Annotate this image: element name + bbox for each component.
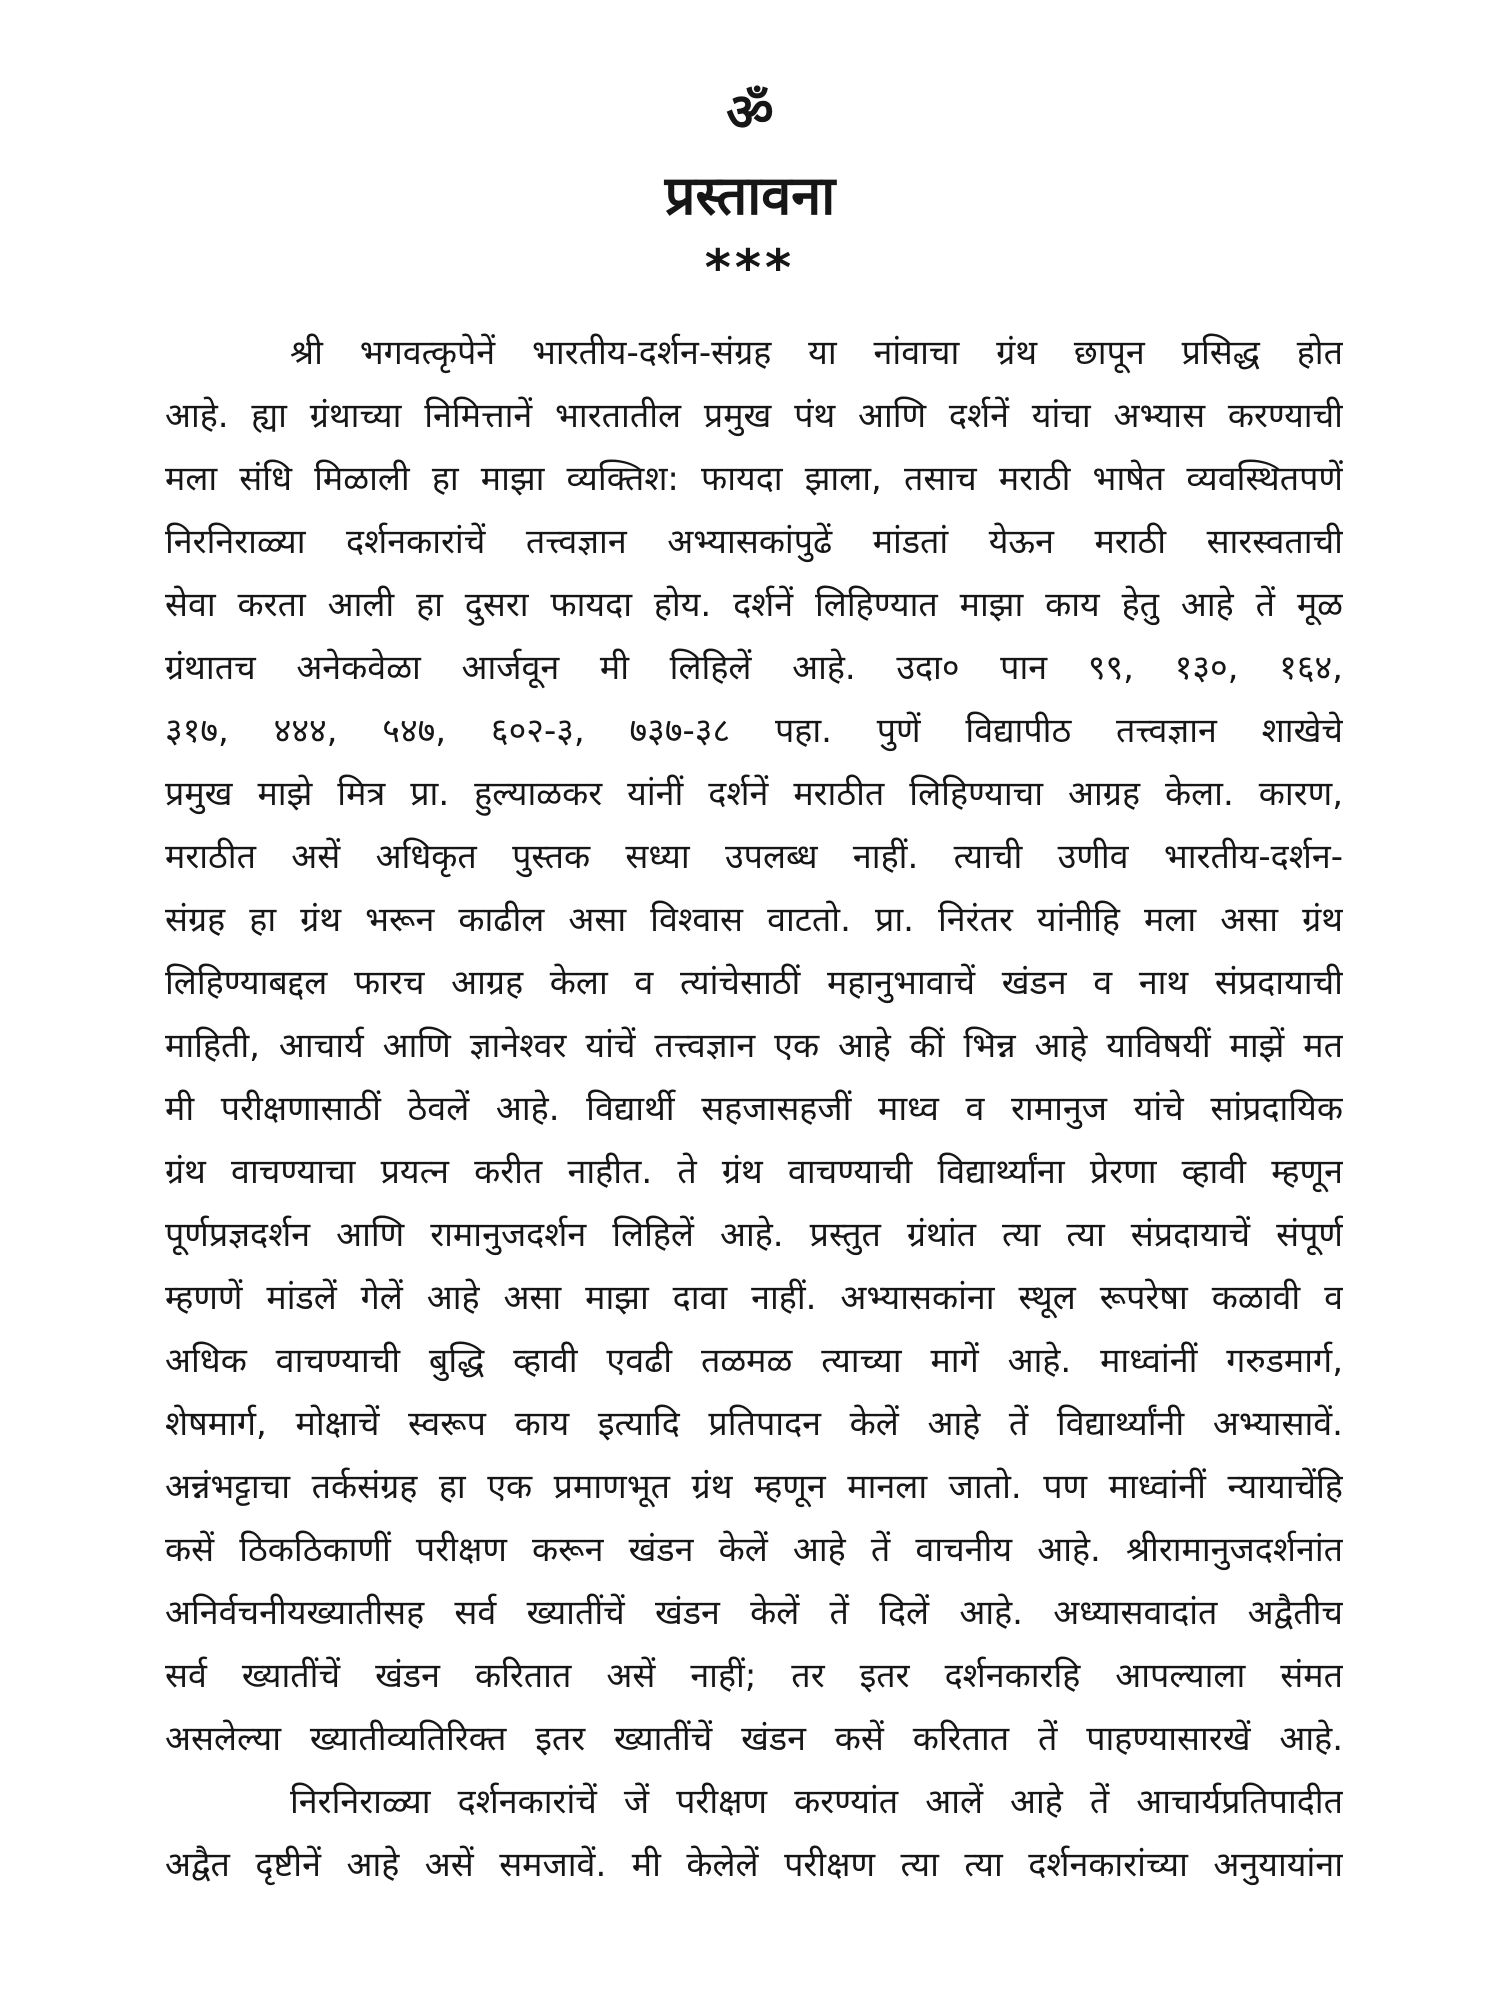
text-line: शेषमार्ग, मोक्षाचें स्वरूप काय इत्यादि प्रतिपादन केलें आहे तें विद्यार्थ्यांनी अभ्यासावें.: [165, 1404, 1343, 1444]
text-line: असलेल्या ख्यातीव्यतिरिक्त इतर ख्यातींचें खंडन कसें करितात तें पाहण्यासारखें आहे.: [165, 1719, 1343, 1759]
text-line: मी परीक्षणासाठीं ठेवलें आहे. विद्यार्थी सहजासहजीं माध्व व रामानुज यांचे सांप्रदायिक: [165, 1089, 1343, 1129]
page-title: प्रस्तावना: [664, 164, 836, 227]
text-line: अन्नंभट्टाचा तर्कसंग्रह हा एक प्रमाणभूत ग्रंथ म्हणून मानला जातो. पण माध्वांनीं न्यायाचेंहि: [165, 1467, 1343, 1507]
text-line: अधिक वाचण्याची बुद्धि व्हावी एवढी तळमळ त्याच्या मागें आहे. माध्वांनीं गरुडमार्ग,: [165, 1341, 1343, 1381]
text-line: माहिती, आचार्य आणि ज्ञानेश्वर यांचें तत्त्वज्ञान एक आहे कीं भिन्न आहे याविषयीं माझें मत: [165, 1026, 1343, 1066]
text-line: सर्व ख्यातींचें खंडन करितात असें नाहीं; तर इतर दर्शनकारहि आपल्याला संमत: [165, 1656, 1343, 1696]
paragraph-2: [165, 1771, 1343, 1897]
text-line: मला संधि मिळाली हा माझा व्यक्तिश: फायदा झाला, तसाच मराठी भाषेत व्यवस्थितपणें: [165, 459, 1343, 499]
text-line: निरनिराळ्या दर्शनकारांचें जें परीक्षण करण्यांत आलें आहे तें आचार्यप्रतिपादीत: [290, 1782, 1343, 1822]
om-symbol: ॐ: [726, 83, 774, 143]
body-text: [165, 322, 1343, 1897]
text-line: पूर्णप्रज्ञदर्शन आणि रामानुजदर्शन लिहिलें आहे. प्रस्तुत ग्रंथांत त्या त्या संप्रदायाचें संपूर्ण: [165, 1215, 1343, 1255]
text-line: आहे. ह्या ग्रंथाच्या निमित्तानें भारतातील प्रमुख पंथ आणि दर्शनें यांचा अभ्यास करण्याची: [165, 396, 1343, 436]
text-line: श्री भगवत्कृपेनें भारतीय-दर्शन-संग्रह या नांवाचा ग्रंथ छापून प्रसिद्ध होत: [290, 333, 1343, 373]
text-line: अनिर्वचनीयख्यातीसह सर्व ख्यातींचें खंडन केलें तें दिलें आहे. अध्यासवादांत अद्वैतीच: [165, 1593, 1343, 1633]
text-line: कसें ठिकठिकाणीं परीक्षण करून खंडन केलें आहे तें वाचनीय आहे. श्रीरामानुजदर्शनांत: [165, 1530, 1343, 1570]
paragraph-1: [165, 322, 1343, 1771]
text-line: ३१७, ४४४, ५४७, ६०२-३, ७३७-३८ पहा. पुणें विद्यापीठ तत्त्वज्ञान शाखेचे: [165, 711, 1343, 751]
text-line: मराठीत असें अधिकृत पुस्तक सध्या उपलब्ध नाहीं. त्याची उणीव भारतीय-दर्शन-: [165, 837, 1343, 877]
text-line: अद्वैत दृष्टीनें आहे असें समजावें. मी केलेलें परीक्षण त्या त्या दर्शनकारांच्या अनुयायांना: [165, 1845, 1343, 1885]
text-line: ग्रंथ वाचण्याचा प्रयत्न करीत नाहीत. ते ग्रंथ वाचण्याची विद्यार्थ्यांना प्रेरणा व्हावी म्हणून: [165, 1152, 1343, 1192]
title-separator: ***: [704, 239, 796, 297]
text-line: संग्रह हा ग्रंथ भरून काढील असा विश्वास वाटतो. प्रा. निरंतर यांनीहि मला असा ग्रंथ: [165, 900, 1343, 940]
text-line: लिहिण्याबद्दल फारच आग्रह केला व त्यांचेसाठीं महानुभावाचें खंडन व नाथ संप्रदायाची: [165, 963, 1343, 1003]
text-line: निरनिराळ्या दर्शनकारांचें तत्त्वज्ञान अभ्यासकांपुढें मांडतां येऊन मराठी सारस्वताची: [165, 522, 1343, 562]
text-line: म्हणणें मांडलें गेलें आहे असा माझा दावा नाहीं. अभ्यासकांना स्थूल रूपरेषा कळावी व: [165, 1278, 1343, 1318]
text-line: प्रमुख माझे मित्र प्रा. हुल्याळकर यांनीं दर्शनें मराठीत लिहिण्याचा आग्रह केला. कारण,: [165, 774, 1343, 814]
text-line: ग्रंथातच अनेकवेळा आर्जवून मी लिहिलें आहे. उदा० पान ९९, १३०, १६४,: [165, 648, 1343, 688]
text-line: सेवा करता आली हा दुसरा फायदा होय. दर्शनें लिहिण्यात माझा काय हेतु आहे तें मूळ: [165, 585, 1343, 625]
